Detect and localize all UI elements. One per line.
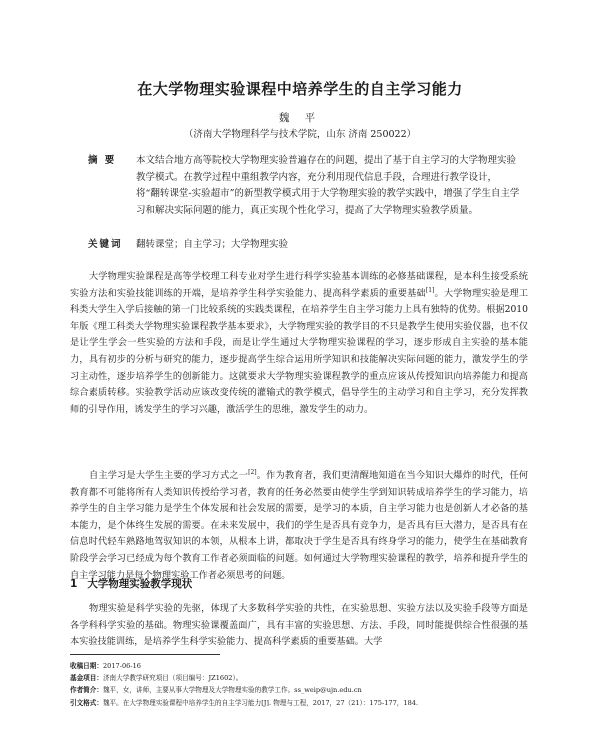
footnote-value: 魏平。在大学物理实验课程中培养学生的自主学习能力[J]. 物理与工程，2017，27（21）：175-177，184.	[102, 698, 419, 707]
paper-title: 在大学物理实验课程中培养学生的自主学习能力	[137, 80, 463, 98]
footnote-value: 2017-06-16	[102, 662, 141, 670]
footnote-key: 收稿日期：	[70, 662, 103, 670]
body-paragraph	[70, 269, 528, 418]
footnote-key: 基金项目：	[70, 674, 103, 683]
keywords-text: 翻转课堂；自主学习；大学物理实验	[136, 239, 289, 250]
abstract-text: 本文结合地方高等院校大学物理实验普遍存在的问题，提出了基于自主学习的大学物理实验教学模式。在教学过程中重组教学内容，充分利用现代信息手段，合理进行教学设计，将“翻转课堂-实验超市”的新型教学模式用于大学物理实验的教学实践中，增强了学生自主学习和解决实际问题的能力，真正实现个性化学习，提高了大学物理实验教学质量。	[136, 155, 520, 216]
footnote-value: 济南大学教学研究项目（项目编号：JZ1602）。	[102, 674, 243, 683]
paragraph-text: 。大学物理实验是理工科类大学生入学后接触的第一门比较系统的实践类课程，在培养学生自主学习能力上具有独特的优势。根据2010年版《理工科类大学物理实验课程教学基本要求》，大学物理实验的教学目的不只是教学生使用实验仪器，也不仅是让学生学会一些实验的方法和手段，而是让学生通过大学物理实验课程的学习，逐步形成自主实验的基本能力，具有初步的分析与研究的能力，逐步提高学生综合运用所学知识和技能解决实际问题的能力，激发学生的学习主动性，逐步培养学生的创新能力。这就要求大学物理实验课程教学的重点应该从传授知识向培养能力和提高综合素质转移。实验教学活动应该改变传统的灌输式的教学模式，倡导学生的主动学习和自主学习，充分发挥教师的引导作用，诱发学生的学习兴趣，激活学生的思维，激发学生的动力。	[70, 287, 529, 415]
footnote-funding	[70, 672, 532, 684]
footnote-citation-format	[70, 697, 532, 709]
footnote-received	[70, 660, 532, 672]
footnote-key: 引文格式：	[70, 698, 103, 707]
footnote-divider	[70, 654, 220, 655]
keywords-label: 关键词	[88, 239, 123, 250]
body-paragraph	[70, 601, 528, 651]
section-number: 1	[70, 578, 78, 590]
section-title: 大学物理实验教学现状	[87, 578, 193, 590]
footnote-value: 魏平，女，讲师，主要从事大学物理及大学物理实验的教学工作。ss_weip@ujn.edu.cn	[102, 686, 362, 695]
paragraph-text: 自主学习是大学生主要的学习方式之一	[89, 470, 249, 481]
paragraph-text: 物理实验是科学实验的先驱，体现了大多数科学实验的共性，在实验思想、实验方法以及实验手段等方面是各学科科学实验的基础。物理实验课覆盖面广，具有丰富的实验思想、方法、手段，同时能提供综合性很强的基本实验技能训练，是培养学生科学实验能力、提高科学素质的重要基础。大学	[70, 603, 528, 648]
keywords-block	[88, 237, 520, 254]
paragraph-text: 。作为教育者，我们更清醒地知道在当今知识大爆炸的时代，任何教育都不可能将所有人类知识传授给学习者，教育的任务必然要由使学生学到知识转成培养学生的学习能力，培养学生的自主学习能力是学生个体发展和社会发展的需要，是学习的本质，自主学习能力也是创新人才必备的基本能力，是个体终生发展的需要。在未来发展中，我们的学生是否具有竞争力，是否具有巨大潜力，是否具有在信息时代轻车熟路地驾驭知识的本领，从根本上讲，都取决于学生是否具有终身学习的能力，使学生在基础教育阶段学会学习已经成为每个教育工作者必须面临的问题。如何通过大学物理实验课程的教学，培养和提升学生的自主学习能力是每个物理实验工作者必须思考的问题。	[70, 470, 529, 581]
footnotes	[70, 660, 532, 709]
citation-ref[interactable]: [2]	[248, 468, 257, 476]
footnote-key: 作者简介：	[70, 686, 103, 695]
citation-ref[interactable]: [1]	[425, 286, 435, 294]
section-heading	[70, 576, 192, 591]
footnote-author-bio	[70, 684, 532, 696]
abstract-block	[88, 153, 520, 219]
author-name: 魏 平	[278, 112, 322, 124]
body-paragraph	[70, 468, 528, 584]
paragraph-text: 大学物理实验课程是高等学校理工科专业对学生进行科学实验基本训练的必修基础课程，是本科生接受系统实验方法和实验技能训练的开端，是培养学生科学实验能力、提高科学素质的重要基础	[70, 271, 528, 299]
abstract-label: 摘 要	[88, 155, 117, 166]
author-affiliation: （济南大学物理科学与技术学院，山东 济南 250022）	[183, 129, 417, 140]
